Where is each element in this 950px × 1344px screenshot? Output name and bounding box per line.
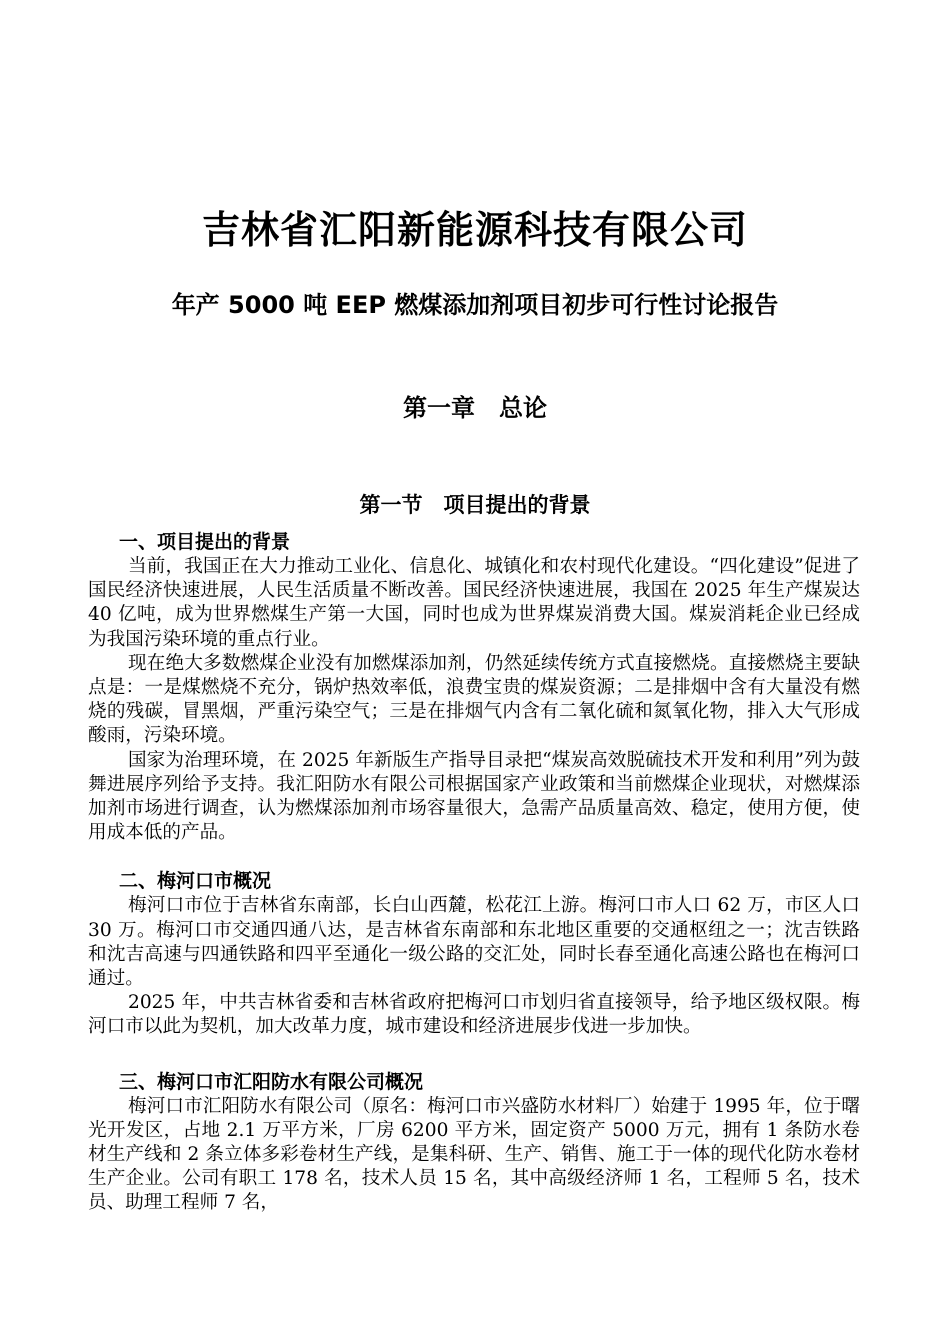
spacer <box>88 1040 860 1070</box>
paragraph: 2025 年，中共吉林省委和吉林省政府把梅河口市划归省直接领导，给予地区级权限。梅河口市以此为契机，加大改革力度，城市建设和经济进展步伐进一步加快。 <box>88 992 860 1038</box>
section-heading: 一、项目提出的背景 <box>119 531 291 553</box>
section-city-overview <box>88 869 860 1039</box>
report-title: 年产 5000 吨 EEP 燃煤添加剂项目初步可行性讨论报告 <box>171 291 779 319</box>
paragraph: 现在绝大多数燃煤企业没有加燃煤添加剂，仍然延续传统方式直接燃烧。直接燃烧主要缺点是：一是煤燃烧不充分，锅炉热效率低，浪费宝贵的煤炭资源；二是排烟中含有大量没有燃烧的残碳，冒黑烟，严重污染空气；三是在排烟气内含有二氧化硫和氮氧化物，排入大气形成酸雨，污染环境。 <box>88 652 860 747</box>
section-heading: 二、梅河口市概况 <box>119 870 272 893</box>
company-title: 吉林省汇阳新能源科技有限公司 <box>201 208 748 252</box>
section-company-overview <box>88 1070 860 1216</box>
section-heading: 三、梅河口市汇阳防水有限公司概况 <box>119 1070 424 1093</box>
paragraph: 当前，我国正在大力推动工业化、信息化、城镇化和农村现代化建设。“四化建设”促进了国民经济快速进展，人民生活质量不断改善。国民经济快速进展，我国在 2025 年生产煤炭达 40 亿吨，成为世界燃煤生产第一大国，同时也成为世界煤炭消费大国。煤炭消耗企业已经成为我国污染环境的重点行业。 <box>88 556 860 650</box>
paragraph: 梅河口市汇阳防水有限公司（原名：梅河口市兴盛防水材料厂）始建于 1995 年，位于曙光开发区，占地 2.1 万平方米，厂房 6200 平方米，固定资产 5000 万元，拥有 1 条防水卷材生产线和 2 条立体多彩卷材生产线，是集科研、生产、销售、施工于一体的现代化防水卷材生产企业。公司有职工 178 名，技术人员 15 名，其中高级经济师 1 名，工程师 5 名，技术员、助理工程师 7 名， <box>88 1095 860 1214</box>
section-background <box>88 530 860 845</box>
paragraph: 梅河口市位于吉林省东南部，长白山西麓，松花江上游。梅河口市人口 62 万，市区人口 30 万。梅河口市交通四通八达，是吉林省东南部和东北地区重要的交通枢纽之一；沈吉铁路和沈吉高速与四通铁路和四平至通化一级公路的交汇处，同时长春至通化高速公路也在梅河口通过。 <box>88 895 860 990</box>
spacer <box>88 845 860 869</box>
section-title: 第一节 项目提出的背景 <box>359 493 591 517</box>
chapter-title: 第一章 总论 <box>403 394 547 422</box>
paragraph: 国家为治理环境，在 2025 年新版生产指导目录把“煤炭高效脱硫技术开发和利用”列为鼓舞进展序列给予支持。我汇阳防水有限公司根据国家产业政策和当前燃煤企业现状，对燃煤添加剂市场进行调查，认为燃煤添加剂市场容量很大，急需产品质量高效、稳定，使用方便，使用成本低的产品。 <box>88 749 860 844</box>
document-body <box>88 530 860 1216</box>
